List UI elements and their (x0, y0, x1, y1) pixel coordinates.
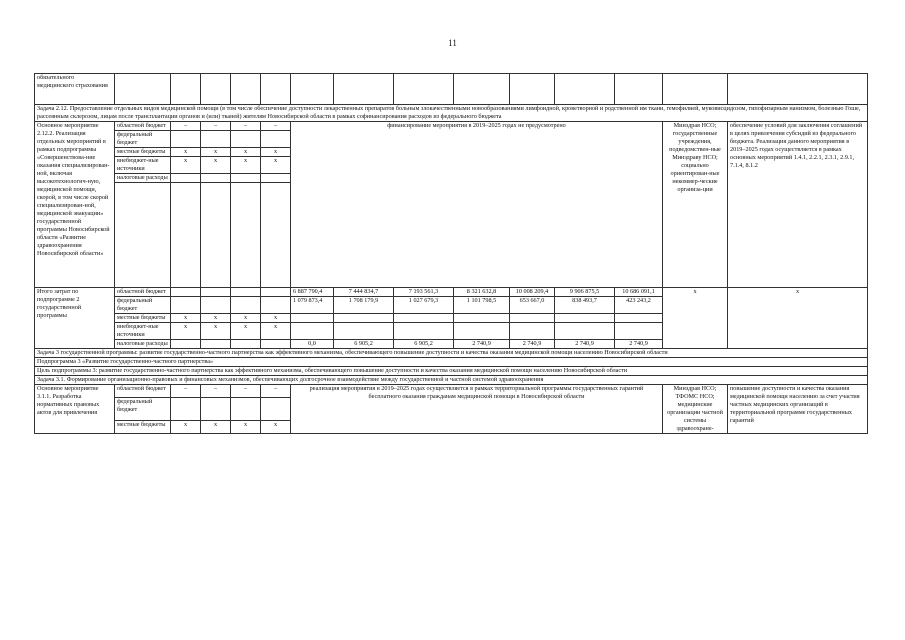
cell-value: 6 905,2 (334, 340, 394, 349)
source-label: налоговые расходы (115, 340, 171, 349)
page-number: 11 (448, 38, 457, 48)
financing-note: реализация мероприятия в 2019–2025 годах осуществляется в рамках территориальной программы государственных гарантий бесплатного оказания гражданам медицинской помощи в Новосибирской области (291, 385, 663, 434)
cell-value: х (171, 323, 201, 340)
cell-value: 8 321 632,8 (454, 288, 510, 297)
table-row (35, 74, 868, 105)
cell-value: 2 740,9 (615, 340, 663, 349)
cell-value: х (231, 157, 261, 174)
cell-value: х (261, 148, 291, 157)
task-2-12-heading: Задача 2.12. Предоставление отдельных видов медицинской помощи (в том числе обеспечение доступности лекарственных препаратов больным злокачественными новообразованиями лимфоидной, кроветворной и родственной им ткани, гемофилией, муковисцидозом, гипофизарным нанизмом, болезнью Гоше, рассеянным склерозом, лицам после трансплантации органов и (или) тканей) жителям Новосибирской области в рамках софинансирования расходов из федерального бюджета (35, 105, 868, 122)
goal-3-heading: Цель подпрограммы 3: развитие государственно-частного партнерства как эффективного механизма, обеспечивающего повышение доступности и качества оказания медицинской помощи населению Новосибирской области (35, 367, 868, 376)
source-label: федеральный бюджет (115, 397, 171, 421)
cell-value: 10 686 091,1 (615, 288, 663, 297)
table-row (35, 105, 868, 122)
table-row (35, 288, 868, 297)
cell-value: х (171, 157, 201, 174)
cell-value: – (171, 122, 201, 131)
task-3-heading: Задача 3 государственной программы: развитие государственно-частного партнерства как эффективного механизма, обеспечивающего повышение доступности и качества оказания медицинской помощи населению Новосибирской области (35, 349, 868, 358)
executor-cell: Минздрав НСО; государственные учреждения, подведомствен-ные Минздраву НСО; социально ориентирован-ные некоммер-ческие организа-ции (663, 122, 728, 288)
cell-value: 10 008 209,4 (510, 288, 555, 297)
cell-value: 7 193 561,3 (394, 288, 454, 297)
cell-value: х (171, 314, 201, 323)
source-label: местные бюджеты (115, 421, 171, 434)
result-cell: х (728, 288, 868, 349)
cell-value: х (231, 148, 261, 157)
cell-value: х (201, 323, 231, 340)
total-2-name: Итого затрат по подпрограмме 2 государственной программы (35, 288, 115, 349)
result-cell: повышение доступности и качества оказания медицинской помощи населению за счет участия частных медицинских организаций в территориальной программе государственных гарантий (728, 385, 868, 434)
cell-value: 0,0 (291, 340, 334, 349)
cell-value: 6 887 790,4 (291, 288, 334, 297)
cell-value: х (201, 421, 231, 434)
source-label: областной бюджет (115, 385, 171, 398)
subprogram-3-heading: Подпрограмма 3 «Развитие государственно-частного партнерства» (35, 358, 868, 367)
cell-value: 1 708 179,9 (334, 297, 394, 314)
financing-note: финансирование мероприятия в 2019–2025 годах не предусмотрено (291, 122, 663, 288)
cell-value: х (261, 421, 291, 434)
source-label: местные бюджеты (115, 314, 171, 323)
source-label: внебюджет-ные источники (115, 157, 171, 174)
cell-value: – (261, 122, 291, 131)
cell-value: 653 667,0 (510, 297, 555, 314)
cell-value: х (261, 314, 291, 323)
task-3-1-heading: Задача 3.1. Формирование организационно-правовых и финансовых механизмов, обеспечивающих долгосрочное взаимодействие между государственной и частной системой здравоохранения (35, 376, 868, 385)
source-label: внебюджет-ные источники (115, 323, 171, 340)
cell-value: х (171, 148, 201, 157)
cell-value: х (231, 314, 261, 323)
cell-value: х (261, 157, 291, 174)
cell-value: – (201, 385, 231, 398)
cell-value: 1 079 873,4 (291, 297, 334, 314)
cell-value: 1 027 679,3 (394, 297, 454, 314)
cell-value: – (261, 385, 291, 398)
cell-value: – (171, 385, 201, 398)
executor-cell: х (663, 288, 728, 349)
cell-value: 7 444 834,7 (334, 288, 394, 297)
cell-value: 838 493,7 (555, 297, 615, 314)
program-table (34, 73, 868, 434)
cell-value: – (201, 122, 231, 131)
cell-value: х (171, 421, 201, 434)
cell-value: 2 740,9 (510, 340, 555, 349)
cell-value: х (231, 323, 261, 340)
table-row (35, 376, 868, 385)
cell-value: х (261, 323, 291, 340)
source-label: областной бюджет (115, 122, 171, 131)
cell-value: 1 101 798,5 (454, 297, 510, 314)
cell-value: х (201, 314, 231, 323)
source-label: федеральный бюджет (115, 131, 171, 148)
source-label: федеральный бюджет (115, 297, 171, 314)
source-label: областной бюджет (115, 288, 171, 297)
executor-cell: Минздрав НСО; ТФОМС НСО; медицинские организации частной системы здравоохране- (663, 385, 728, 434)
cell-value: 6 905,2 (394, 340, 454, 349)
table-row (35, 367, 868, 376)
event-3-1-1-name: Основное мероприятие 3.1.1. Разработка нормативных правовых актов для привлечения (35, 385, 115, 434)
cell-value: – (231, 122, 261, 131)
cell-value: 2 740,9 (555, 340, 615, 349)
event-2-12-2-name: Основное мероприятие 2.12.2. Реализация отдельных мероприятий в рамках подпрограммы «Совершенствова-ние оказания специализирован-ной, включая высокотехнологич-ную, медицинской помощи, скорой, в том числе скорой специализирован-ной, медицинской эвакуации» государственной программы Новосибирской области «Развитие здравоохранения Новосибирской области» (35, 122, 115, 288)
cell-top-name: обязательного медицинского страхования (35, 74, 115, 105)
result-cell: обеспечение условий для заключения соглашений в целях привлечения субсидий из федерального бюджета. Реализация данного мероприятия в 2019–2025 годах осуществляется в рамках основных мероприятий 1.4.1, 2.2.1, 2.3.1, 2.9.1, 7.1.4, 8.1.2 (728, 122, 868, 288)
table-row (35, 385, 868, 398)
source-label: местные бюджеты (115, 148, 171, 157)
table-row (35, 349, 868, 358)
table-row (35, 122, 868, 131)
source-label: налоговые расходы (115, 174, 171, 183)
cell-value: 2 740,9 (454, 340, 510, 349)
table-row (35, 358, 868, 367)
cell-value: х (201, 148, 231, 157)
cell-value: 423 243,2 (615, 297, 663, 314)
cell-value: х (231, 421, 261, 434)
cell-value: х (201, 157, 231, 174)
cell-value: 9 906 875,5 (555, 288, 615, 297)
cell-value: – (231, 385, 261, 398)
